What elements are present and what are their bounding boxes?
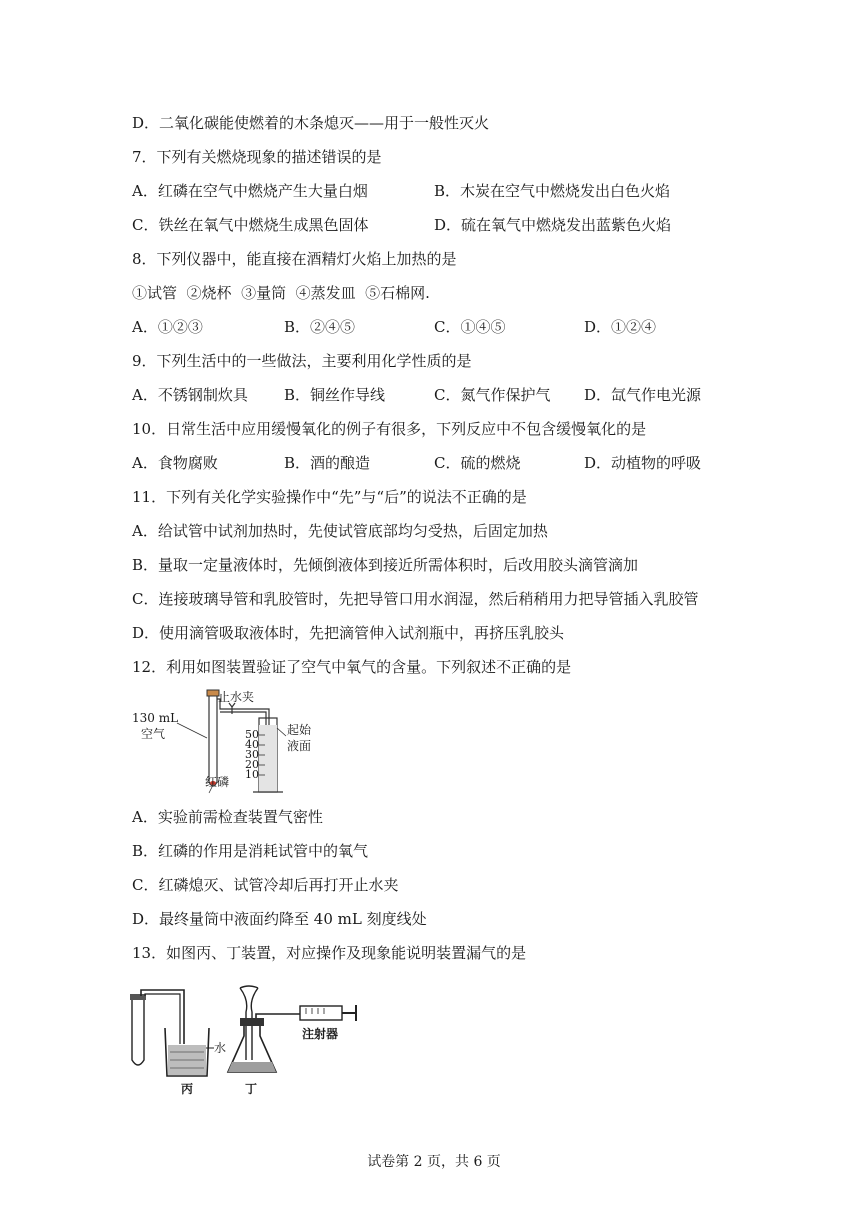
q9-option-d: D．氙气作电光源 [584, 386, 702, 404]
q12-start-level-label-1: 起始 [287, 723, 312, 737]
q13-ding-label: 丁 [245, 1082, 258, 1096]
q12-scale-40: 40 [245, 738, 259, 751]
q11-stem: 11．下列有关化学实验操作中“先”与“后”的说法不正确的是 [132, 488, 527, 506]
q10-option-d: D．动植物的呼吸 [584, 454, 702, 472]
q7-option-d: D．硫在氧气中燃烧发出蓝紫色火焰 [434, 216, 672, 234]
q12-option-b: B．红磷的作用是消耗试管中的氧气 [132, 842, 369, 860]
q13-bing-label: 丙 [181, 1082, 194, 1096]
q8-option-a: A．①②③ [132, 318, 203, 336]
q7-stem: 7．下列有关燃烧现象的描述错误的是 [132, 148, 382, 166]
q12-clamp-label: 止水夹 [218, 690, 255, 704]
q12-phosphorus-label: 红磷 [205, 775, 230, 789]
q7-option-a: A．红磷在空气中燃烧产生大量白烟 [132, 182, 368, 200]
q12-option-c: C．红磷熄灭、试管冷却后再打开止水夹 [132, 876, 399, 894]
q10-option-b: B．酒的酿造 [284, 454, 371, 472]
q11-option-c: C．连接玻璃导管和乳胶管时，先把导管口用水润湿，然后稍稍用力把导管插入乳胶管 [132, 590, 699, 608]
q8-option-d: D．①②④ [584, 318, 657, 336]
q12-scale-30: 30 [245, 748, 259, 761]
q8-stem: 8．下列仪器中，能直接在酒精灯火焰上加热的是 [132, 250, 457, 268]
q12-scale-50: 50 [245, 728, 259, 741]
q11-option-d: D．使用滴管吸取液体时，先把滴管伸入试剂瓶中，再挤压乳胶头 [132, 624, 565, 642]
q12-option-d: D．最终量筒中液面约降至 40 mL 刻度线处 [132, 910, 427, 928]
q13-stem: 13．如图丙、丁装置，对应操作及现象能说明装置漏气的是 [132, 944, 527, 962]
q10-stem: 10．日常生活中应用缓慢氧化的例子有很多，下列反应中不包含缓慢氧化的是 [132, 420, 647, 438]
q9-option-c: C．氮气作保护气 [434, 386, 551, 404]
q8-option-c: C．①④⑤ [434, 318, 506, 336]
q10-option-c: C．硫的燃烧 [434, 454, 521, 472]
q12-air-label: 空气 [141, 727, 166, 741]
page-footer: 试卷第 2 页，共 6 页 [367, 1154, 501, 1170]
q12-stem: 12．利用如图装置验证了空气中氧气的含量。下列叙述不正确的是 [132, 658, 572, 676]
q13-syringe-label: 注射器 [302, 1027, 339, 1041]
q9-stem: 9．下列生活中的一些做法，主要利用化学性质的是 [132, 352, 472, 370]
q6-option-d: D．二氧化碳能使燃着的木条熄灭——用于一般性灭火 [132, 114, 490, 132]
q11-option-a: A．给试管中试剂加热时，先使试管底部均匀受热，后固定加热 [132, 522, 548, 540]
q7-option-c: C．铁丝在氧气中燃烧生成黑色固体 [132, 216, 369, 234]
q9-option-b: B．铜丝作导线 [284, 386, 386, 404]
q13-water-label: 水 [214, 1041, 227, 1055]
q8-option-b: B．②④⑤ [284, 318, 356, 336]
q9-option-a: A．不锈钢制炊具 [132, 386, 248, 404]
q12-start-level-label-2: 液面 [287, 739, 312, 753]
q8-items: ①试管 ②烧杯 ③量筒 ④蒸发皿 ⑤石棉网. [132, 284, 430, 302]
q10-option-a: A．食物腐败 [132, 454, 218, 472]
q12-scale-20: 20 [245, 758, 259, 771]
q12-scale-10: 10 [245, 768, 259, 781]
q11-option-b: B．量取一定量液体时，先倾倒液体到接近所需体积时，后改用胶头滴管滴加 [132, 556, 639, 574]
q7-option-b: B．木炭在空气中燃烧发出白色火焰 [434, 182, 671, 200]
q12-option-a: A．实验前需检查装置气密性 [132, 808, 323, 826]
q12-air-volume-label: 130 mL [132, 711, 179, 725]
